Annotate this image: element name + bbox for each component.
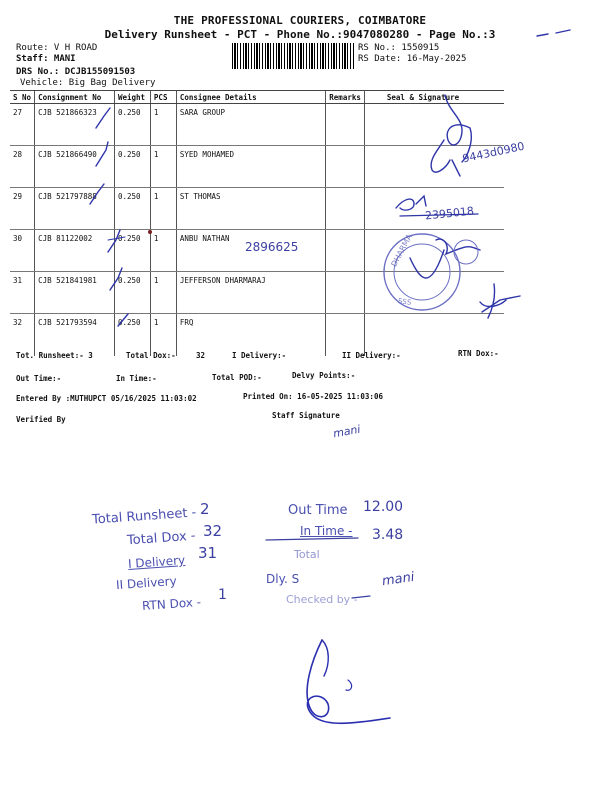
i-delivery-label: I Delivery:- [232, 351, 287, 360]
cell-consignee: SYED MOHAMED [176, 146, 325, 188]
seal-stamp [384, 234, 460, 310]
underline-stroke [400, 214, 478, 216]
total-dox-value: 32 [196, 351, 206, 360]
tick-mark [108, 230, 120, 252]
cell-consignment: CJB 521841981 [35, 272, 115, 314]
cell-pcs: 1 [150, 230, 176, 272]
cell-consignee: ANBU NATHAN [176, 230, 325, 272]
delvy-points-label: Delvy Points:- [292, 371, 356, 380]
tot-runsheet: Tot. Runsheet:- 3 [16, 351, 93, 360]
signature-stroke [396, 196, 426, 210]
column-header: PCS [150, 91, 176, 104]
stamp-in-time-value: 3.48 [372, 527, 404, 543]
drs-number: DRS No.: DCJB155091503 [16, 67, 136, 77]
cell-pcs: 1 [150, 104, 176, 146]
cell-sno: 31 [10, 272, 35, 314]
signature-stroke [452, 160, 460, 176]
stamp-checked-by-value: mani [381, 569, 416, 590]
cell-consignment: CJB 521797888 [35, 188, 115, 230]
seal-text: SSS [397, 297, 412, 307]
cell-pcs: 1 [150, 146, 176, 188]
entered-by: Entered By :MUTHUPCT 05/16/2025 11:03:02 [16, 394, 197, 403]
cell-consignment: CJB 521866490 [35, 146, 115, 188]
staff-label: Staff: MANI [16, 54, 76, 64]
stamp-i-delivery-value: 31 [198, 544, 218, 562]
cell-consignee: SARA GROUP [176, 104, 325, 146]
signature-stroke [307, 640, 390, 723]
handwritten-code: 2896625 [245, 240, 299, 254]
printed-on: Printed On: 16-05-2025 11:03:06 [243, 392, 383, 401]
cell-consignee: ST THOMAS [176, 188, 325, 230]
column-header: Remarks [326, 91, 365, 104]
stamp-rtn-dox-value: 1 [218, 587, 227, 603]
stamp-total-dox-value: 32 [203, 522, 223, 540]
stamp-out-time-label: Out Time [288, 503, 348, 518]
signature-stroke [322, 640, 328, 676]
cell-sno: 28 [10, 146, 35, 188]
handwritten-staff-signature: mani [332, 422, 362, 441]
stamp-checked-by-label: Checked by - [286, 593, 358, 606]
column-header: S No [10, 91, 35, 104]
ink-dot [148, 230, 152, 234]
cell-consignee: FRQ [176, 314, 325, 357]
ii-delivery-label: II Delivery:- [342, 351, 401, 360]
handwritten-code: 2395018 [424, 204, 475, 223]
tick-mark [118, 314, 128, 326]
document-subtitle: Delivery Runsheet - PCT - Phone No.:9047080280 - Page No.:3 [104, 28, 496, 41]
cell-consignment: CJB 521866323 [35, 104, 115, 146]
document-title: THE PROFESSIONAL COURIERS, COIMBATORE [173, 14, 427, 27]
rs-date: RS Date: 16-May-2025 [358, 54, 467, 64]
cell-sno: 30 [10, 230, 35, 272]
cell-sno: 32 [13, 318, 23, 327]
cell-sno: 27 [10, 104, 35, 146]
stamp-in-time-label: In Time - [300, 524, 353, 538]
cell-consignment: CJB 521793594 [35, 314, 115, 357]
vehicle-label: Vehicle: Big Bag Delivery [20, 78, 156, 88]
cell-weight: 0.250 [114, 314, 150, 357]
stamp-out-time-value: 12.00 [363, 499, 404, 515]
seal-text: DHARMA [389, 232, 415, 269]
stamp-dly-label: Dly. S [266, 572, 300, 586]
column-header: Weight [114, 91, 150, 104]
signature-stroke [431, 140, 450, 172]
verified-by-label: Verified By [16, 415, 66, 424]
tick-mark [96, 142, 108, 166]
column-header: Consignment No [35, 91, 115, 104]
cell-pcs: 1 [150, 314, 176, 357]
signature-stroke [410, 250, 444, 278]
cell-weight: 0.250 [114, 146, 150, 188]
stamp-ii-delivery-label: II Delivery [115, 573, 178, 593]
rs-number: RS No.: 1550915 [358, 43, 440, 53]
stamp-total-runsheet-label: Total Runsheet - [91, 505, 197, 528]
stamp-i-delivery-label: I Delivery [127, 553, 186, 571]
column-header: Seal & Signature [364, 91, 504, 104]
cell-consignee: JEFFERSON DHARMARAJ [176, 272, 325, 314]
signature-stroke [436, 239, 480, 254]
column-header: Consignee Details [176, 91, 325, 104]
scribble [537, 30, 570, 36]
handwritten-phone: 9443d0980 [461, 139, 526, 166]
total-dox-label: Total Dox:- [126, 351, 176, 360]
cell-weight: 0.250 [114, 272, 150, 314]
seal-stamp-small [454, 240, 478, 264]
cell-weight: 0.250 [114, 104, 150, 146]
underline-stroke [352, 596, 370, 598]
signature-stroke [480, 284, 520, 318]
cell-pcs: 1 [150, 188, 176, 230]
tick-mark [90, 184, 104, 204]
cell-consignment: CJB 81122002 [35, 230, 115, 272]
stamp-rtn-dox-label: RTN Dox - [141, 594, 202, 614]
tick-mark [96, 108, 110, 128]
signature-stroke [346, 680, 352, 690]
rtn-dox-label: RTN Dox:- [458, 349, 499, 358]
cell-pcs: 1 [150, 272, 176, 314]
route-label: Route: V H ROAD [16, 43, 98, 53]
cell-weight: 0.250 [114, 188, 150, 230]
in-time-label: In Time:- [116, 374, 157, 383]
total-pod-label: Total POD:- [212, 373, 262, 382]
stamp-total-label: Total [294, 548, 320, 561]
stamp-total-dox-label: Total Dox - [126, 528, 197, 549]
staff-signature-label: Staff Signature [272, 411, 340, 420]
cell-weight: 0.250 [114, 230, 150, 272]
tick-mark [110, 268, 122, 290]
cell-sno: 29 [10, 188, 35, 230]
stamp-total-runsheet-value: 2 [200, 500, 210, 518]
out-time-label: Out Time:- [16, 374, 62, 383]
signature-stroke [445, 95, 471, 162]
underline-stroke [266, 538, 358, 540]
